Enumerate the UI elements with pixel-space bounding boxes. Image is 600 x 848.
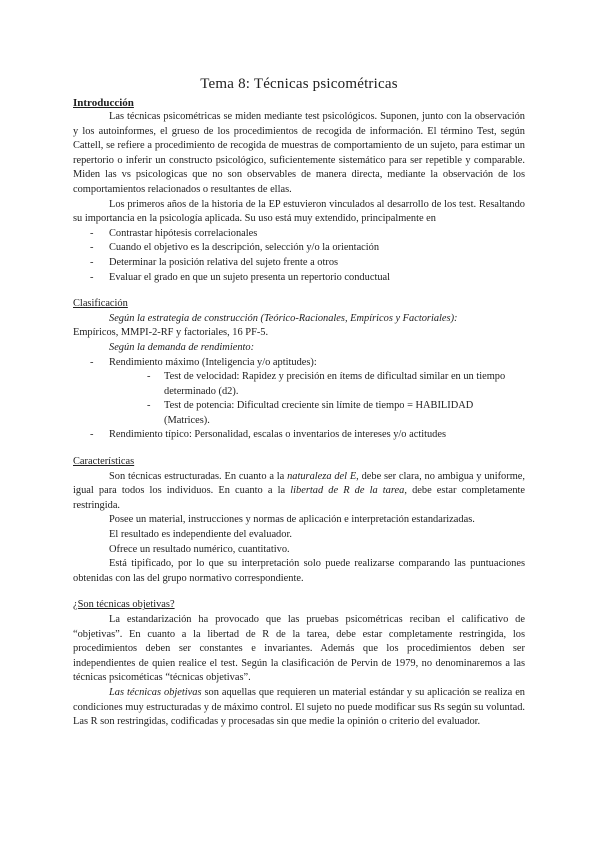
- intro-paragraph-2: Los primeros años de la historia de la EP estuvieron vinculados al desarrollo de los test. Resaltando su importancia en la psicología aplicada. Su uso está muy extendido, principalmente en: [73, 198, 525, 225]
- list-item: - Test de potencia: Dificultad creciente sin límite de tiempo = HABILIDAD (Matrices).: [109, 399, 525, 428]
- intro-bullet-list: [73, 227, 525, 285]
- characteristics-line-3: El resultado es independiente del evaluador.: [109, 529, 292, 541]
- text-span-italic: libertad de R de la tarea: [290, 485, 405, 497]
- list-item: [73, 356, 525, 429]
- max-performance-sublist: [109, 370, 525, 428]
- list-item: - Determinar la posición relativa del sujeto frente a otros: [73, 256, 525, 271]
- document-title: Tema 8: Técnicas psicométricas: [200, 76, 398, 92]
- characteristics-paragraph-1: [73, 470, 525, 514]
- strategy-label: Según la estrategia de construcción (Teórico-Racionales, Empíricos y Factoriales):: [109, 312, 458, 324]
- characteristics-line-4: Ofrece un resultado numérico, cuantitativo.: [109, 543, 290, 555]
- text-span-italic: naturaleza del E,: [287, 470, 359, 482]
- intro-paragraph-1: Las técnicas psicométricas se miden mediante test psicológicos. Suponen, junto con la observación y los autoinformes, el grueso de los procedimientos de recogida de información. El término Test, según Cattell, se refiere a procedimiento de recogida de muestras de comportamiento de un sujeto, para estimar un repertorio o inferir un constructo psicológico, suficientemente sistemático para ser repetible y comparable. Miden las vs psicologicas que no son observables de manera directa, mediante la observación de los comportamientos relacionados o resultantes de ellas.: [73, 111, 525, 195]
- text-span: debe ser clara, no ambigua y uniforme, igual para todos los individuos. En cuanto a la: [73, 470, 526, 497]
- list-item: - Cuando el objetivo es la descripción, selección y/o la orientación: [73, 241, 525, 256]
- document-page: [73, 74, 525, 730]
- characteristics-heading: Características: [73, 456, 135, 468]
- text-span: Son técnicas estructuradas. En cuanto a la: [109, 470, 288, 482]
- max-performance: Rendimiento máximo (Inteligencia y/o aptitudes):: [109, 356, 317, 368]
- list-item: - Contrastar hipótesis correlacionales: [73, 227, 525, 242]
- classification-heading: Clasificación: [73, 298, 128, 310]
- text-span: son aquellas que requieren un material estándar y su aplicación se realiza en condiciones muy estructuradas y de máximo control. El sujeto no puede modificar sus Rs según su voluntad. Las R son restringidas, codificadas y procesadas sin que medie la opinión o criterio del evaluador.: [73, 686, 525, 728]
- intro-heading: Introducción: [73, 97, 134, 109]
- text-span-italic: Las técnicas objetivas: [109, 686, 202, 698]
- demand-label: Según la demanda de rendimiento:: [109, 341, 255, 353]
- strategy-examples: Empíricos, MMPI-2-RF y factoriales, 16 PF-5.: [73, 327, 269, 339]
- list-item: - Evaluar el grado en que un sujeto presenta un repertorio conductual: [73, 271, 525, 286]
- demand-list: [73, 356, 525, 444]
- text-span: , debe estar completamente restringida.: [73, 485, 526, 511]
- characteristics-line-2: Posee un material, instrucciones y normas de aplicación e interpretación estandarizadas.: [109, 514, 475, 526]
- list-item: - Rendimiento típico: Personalidad, escalas o inventarios de intereses y/o actitudes: [73, 428, 525, 443]
- objective-heading: ¿Son técnicas objetivas?: [73, 599, 175, 611]
- objective-paragraph-2: [73, 686, 525, 730]
- list-item: - Test de velocidad: Rapidez y precisión en ítems de dificultad similar en un tiempo determinado (d2).: [109, 370, 525, 399]
- objective-paragraph-1: La estandarización ha provocado que las pruebas psicométricas reciban el calificativo de “objetivas”. En cuanto a la libertad de R de la tarea, debe estar completamente restringida, los procedimientos deben ser constantes e invariantes. Además que los procedimientos deben ser independientes de quien realice el test. Según la clasificación de Pervin de 1979, no denominaremos a las técnicas psicométicas “técnicas objetivas”.: [73, 614, 525, 684]
- characteristics-paragraph-5: Está tipificado, por lo que su interpretación solo puede realizarse comparando las puntuaciones obtenidas con las del grupo normativo correspondiente.: [73, 558, 525, 584]
